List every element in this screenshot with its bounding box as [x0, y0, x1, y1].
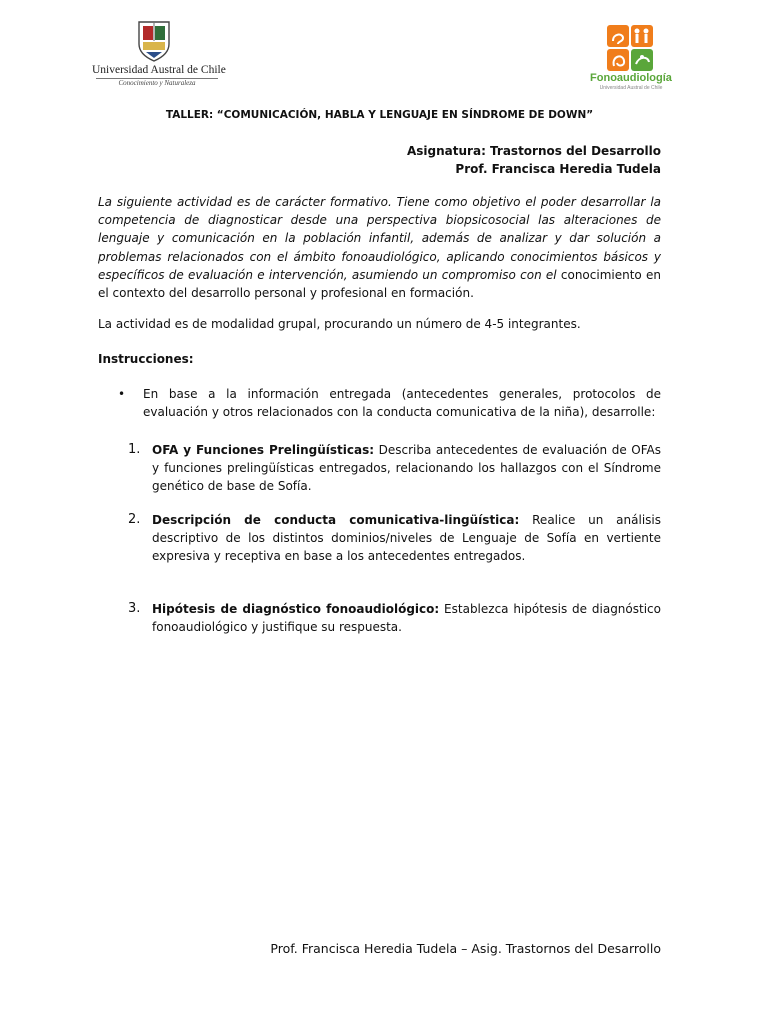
- item-text: [152, 600, 661, 636]
- item-text: [152, 441, 661, 495]
- program-subtitle: Universidad Austral de Chile: [599, 85, 663, 91]
- instructions-heading: Instrucciones:: [98, 352, 194, 366]
- item-number: 1.: [128, 442, 141, 457]
- bullet-icon: •: [118, 387, 126, 401]
- intro-normal-text: conocimiento en el contexto del desarrollo personal y profesional en formación.: [98, 267, 661, 301]
- item-description: Establezca hipótesis de diagnóstico fonoaudiológico y justifique su respuesta.: [152, 602, 661, 634]
- item-title: OFA y Funciones Prelingüísticas:: [152, 443, 375, 457]
- bullet-text: En base a la información entregada (antecedentes generales, protocolos de evaluación y otros relacionados con la conducta comunicativa de la niña), desarrolle:: [143, 387, 661, 419]
- university-logo: [92, 20, 226, 92]
- university-crest-icon: [136, 20, 172, 62]
- modality-paragraph: La actividad es de modalidad grupal, procurando un número de 4-5 integrantes.: [98, 317, 581, 331]
- item-number: 3.: [128, 601, 141, 616]
- program-name: Fonoaudiología: [590, 72, 672, 84]
- item-text: [152, 511, 661, 565]
- item-title: Descripción de conducta comunicativa-lingüística:: [152, 513, 520, 527]
- professor-line: Prof. Francisca Heredia Tudela: [455, 162, 661, 176]
- item-number: 2.: [128, 512, 141, 527]
- intro-italic-text: La siguiente actividad es de carácter formativo. Tiene como objetivo el poder desarrollar la competencia de diagnosticar desde una perspectiva biopsicosocial las alteraciones de lenguaje y comunicación en la población infantil, además de analizar y dar solución a problemas relacionados con el ámbito fonoaudiológico, aplicando conocimientos básicos y específicos de evaluación e intervención, asumiendo un compromiso con el: [98, 195, 661, 282]
- program-logo: [586, 24, 676, 96]
- subject-line: Asignatura: Trastornos del Desarrollo: [407, 144, 661, 158]
- item-description: Describa antecedentes de evaluación de OFAs y funciones prelingüísticas entregados, relacionando los hallazgos con el Síndrome genético de base de Sofía.: [152, 443, 662, 493]
- page-footer: Prof. Francisca Heredia Tudela – Asig. Trastornos del Desarrollo: [270, 941, 661, 956]
- document-title: TALLER: “COMUNICACIÓN, HABLA Y LENGUAJE EN SÍNDROME DE DOWN”: [165, 109, 594, 121]
- subject-block: [400, 142, 661, 178]
- item-description: Realice un análisis descriptivo de los distintos dominios/niveles de Lenguaje de Sofía en vertiente expresiva y receptiva en base a los antecedentes entregados.: [152, 513, 662, 563]
- university-tagline: Conocimiento y Naturaleza: [118, 79, 196, 87]
- university-name: Universidad Austral de Chile: [92, 64, 226, 76]
- item-title: Hipótesis de diagnóstico fonoaudiológico:: [152, 602, 440, 616]
- fonoaudiologia-mark-icon: [606, 24, 654, 72]
- intro-paragraph: [98, 193, 661, 302]
